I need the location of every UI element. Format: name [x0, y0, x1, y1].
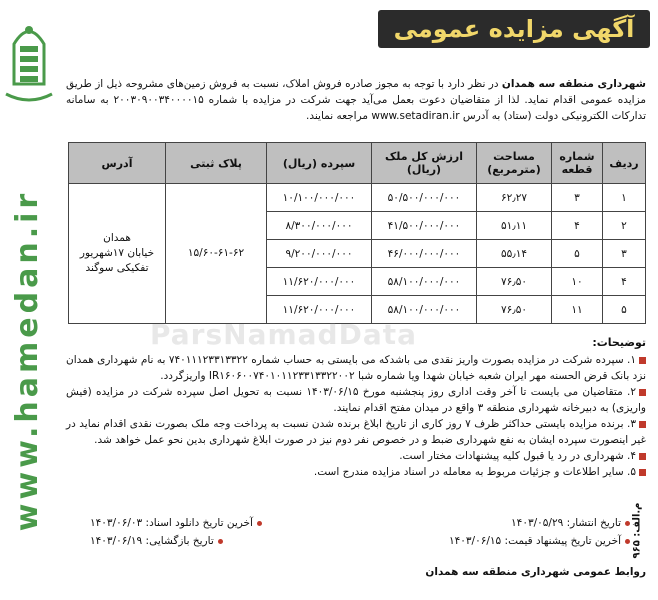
- note-item: [66, 416, 646, 448]
- cell-plaque: ۱۵/۶۰-۶۱-۶۲: [166, 184, 267, 324]
- cell-area: ۷۶٫۵۰: [477, 296, 552, 324]
- cell-address: [69, 184, 166, 324]
- notes-title: توضیحات:: [592, 336, 646, 349]
- download-deadline-text: آخرین تاریخ دانلود اسناد: ۱۴۰۳/۰۶/۰۳: [90, 517, 253, 529]
- watermark: ParsNamadData: [150, 318, 417, 351]
- cell-value: ۵۸/۱۰۰/۰۰۰/۰۰۰: [372, 268, 477, 296]
- note-item: [66, 352, 646, 384]
- note-text: ۱. سپرده شرکت در مزایده بصورت واریز نقدی می باشدکه می بایستی به حساب شماره ۷۴۰۱۱۱۲۳۳۱۳۳۲۲ به نام شهرداری همدان نزد بانک قرض الحسنه مهر ایران شعبه خیابان شهدا ویا شماره شبا IR۱۶۰۶۰۰۷۴۰۱۰۱۱۲۳۳۱۳۳۲۲۰۰۲ واریزگردد.: [66, 354, 646, 382]
- publish-date: [511, 514, 630, 532]
- header-lot-number: شماره قطعه: [552, 143, 603, 184]
- notes-list: [66, 352, 646, 480]
- address-line: تفکیکی سوگند: [85, 262, 149, 274]
- note-item: [66, 448, 646, 464]
- bullet-icon: [639, 357, 646, 364]
- cell-value: ۵۰/۵۰۰/۰۰۰/۰۰۰: [372, 184, 477, 212]
- cell-value: ۴۶/۰۰۰/۰۰۰/۰۰۰: [372, 240, 477, 268]
- cell-deposit: ۱۱/۶۲۰/۰۰۰/۰۰۰: [267, 268, 372, 296]
- address-line: خیابان ۱۷شهریور: [79, 247, 155, 259]
- page-title: آگهی مزایده عمومی: [393, 15, 635, 43]
- cell-area: ۶۲٫۲۷: [477, 184, 552, 212]
- bullet-icon: [639, 453, 646, 460]
- header-deposit: سپرده (ریال): [267, 143, 372, 184]
- opening-date: [90, 532, 223, 550]
- cell-value: ۵۸/۱۰۰/۰۰۰/۰۰۰: [372, 296, 477, 324]
- header-total-value: ارزش کل ملک (ریال): [372, 143, 477, 184]
- municipality-logo: [4, 14, 54, 106]
- cell-row: ۵: [603, 296, 646, 324]
- publish-date-text: تاریخ انتشار: ۱۴۰۳/۰۵/۲۹: [511, 517, 621, 529]
- bullet-dot-icon: [257, 521, 262, 526]
- bullet-icon: [639, 421, 646, 428]
- title-banner: [378, 10, 650, 48]
- intro-paragraph: [66, 76, 646, 124]
- cell-deposit: ۹/۲۰۰/۰۰۰/۰۰۰: [267, 240, 372, 268]
- cell-row: ۴: [603, 268, 646, 296]
- intro-text: در نظر دارد با توجه به مجوز صادره فروش املاک، نسبت به فروش زمین‌های مشروحه ذیل از طریق مزایده عمومی اقدام نماید. لذا از متقاضیان دعوت بعمل می‌آید جهت شرکت در مزایده با شماره ۲۰۰۳۰۹۰۰۳۴۰۰۰۰۱۵ به سامانه تدارکات الکترونیکی دولت (ستاد) به آدرس www.setadiran.ir مراجعه نمایند.: [66, 78, 646, 122]
- cell-lot: ۱۰: [552, 268, 603, 296]
- note-text: ۳. برنده مزایده بایستی حداکثر ظرف ۷ روز کاری از تاریخ ابلاغ برنده شدن نسبت به پرداخت وجه ملک بصورت نقدی اقدام نماید در غیر اینصورت سپرده ایشان به نفع شهرداری ضبط و در خصوص نفر دوم نیز در صورت ابلاغ شهرداری بدین نحو عمل خواهد شد.: [66, 418, 646, 446]
- note-text: ۵. سایر اطلاعات و جزئیات مربوط به معامله در اسناد مزایده مندرج است.: [313, 466, 636, 478]
- note-text: ۲. متقاضیان می بایست تا آخر وقت اداری روز پنجشنبه مورخ ۱۴۰۳/۰۶/۱۵ نسبت به تحویل اصل سپرده شرکت در مزایده (فیش واریزی) به دبیرخانه شهرداری منطقه ۳ واقع در میدان مفتح اقدام نمایند.: [66, 386, 646, 414]
- cell-lot: ۳: [552, 184, 603, 212]
- header-area: مساحت (مترمربع): [477, 143, 552, 184]
- sidebar: [0, 0, 58, 600]
- header-address: آدرس: [69, 143, 166, 184]
- bullet-dot-icon: [218, 539, 223, 544]
- download-deadline: [90, 514, 262, 532]
- website-url-text: www.hamedan.ir: [10, 189, 46, 531]
- intro-section: [66, 76, 646, 124]
- cell-area: ۵۵٫۱۴: [477, 240, 552, 268]
- website-url-vertical: [8, 150, 48, 570]
- intro-org: شهرداری منطقه سه همدان: [501, 78, 646, 90]
- bullet-icon: [639, 389, 646, 396]
- bid-deadline: [449, 532, 630, 550]
- address-line: همدان: [103, 232, 131, 244]
- opening-date-text: تاریخ بازگشایی: ۱۴۰۳/۰۶/۱۹: [90, 535, 214, 547]
- footer: [86, 566, 646, 578]
- cell-row: ۲: [603, 212, 646, 240]
- header-row-number: ردیف: [603, 143, 646, 184]
- cell-deposit: ۱۰/۱۰۰/۰۰۰/۰۰۰: [267, 184, 372, 212]
- table-row: [69, 184, 646, 212]
- ad-code-text: م.الف: ۹۶۵: [631, 501, 643, 559]
- cell-area: ۷۶٫۵۰: [477, 268, 552, 296]
- bid-deadline-text: آخرین تاریخ پیشنهاد قیمت: ۱۴۰۳/۰۶/۱۵: [448, 535, 621, 547]
- note-item: [66, 464, 646, 480]
- cell-deposit: ۱۱/۶۲۰/۰۰۰/۰۰۰: [267, 296, 372, 324]
- header-plaque: پلاک ثبتی: [166, 143, 267, 184]
- dates-row: [90, 532, 630, 550]
- cell-row: ۳: [603, 240, 646, 268]
- issuer-signature: روابط عمومی شهرداری منطقه سه همدان: [425, 566, 646, 578]
- table-header-row: [69, 143, 646, 184]
- note-text: ۴. شهرداری در رد یا قبول کلیه پیشنهادات مختار است.: [399, 450, 636, 462]
- lots-table: [68, 142, 646, 324]
- cell-area: ۵۱٫۱۱: [477, 212, 552, 240]
- cell-deposit: ۸/۳۰۰/۰۰۰/۰۰۰: [267, 212, 372, 240]
- note-item: [66, 384, 646, 416]
- cell-lot: ۴: [552, 212, 603, 240]
- dates-section: [90, 514, 630, 550]
- cell-value: ۴۱/۵۰۰/۰۰۰/۰۰۰: [372, 212, 477, 240]
- ad-code-vertical: [622, 470, 652, 590]
- cell-row: ۱: [603, 184, 646, 212]
- dates-row: [90, 514, 630, 532]
- cell-lot: ۵: [552, 240, 603, 268]
- cell-lot: ۱۱: [552, 296, 603, 324]
